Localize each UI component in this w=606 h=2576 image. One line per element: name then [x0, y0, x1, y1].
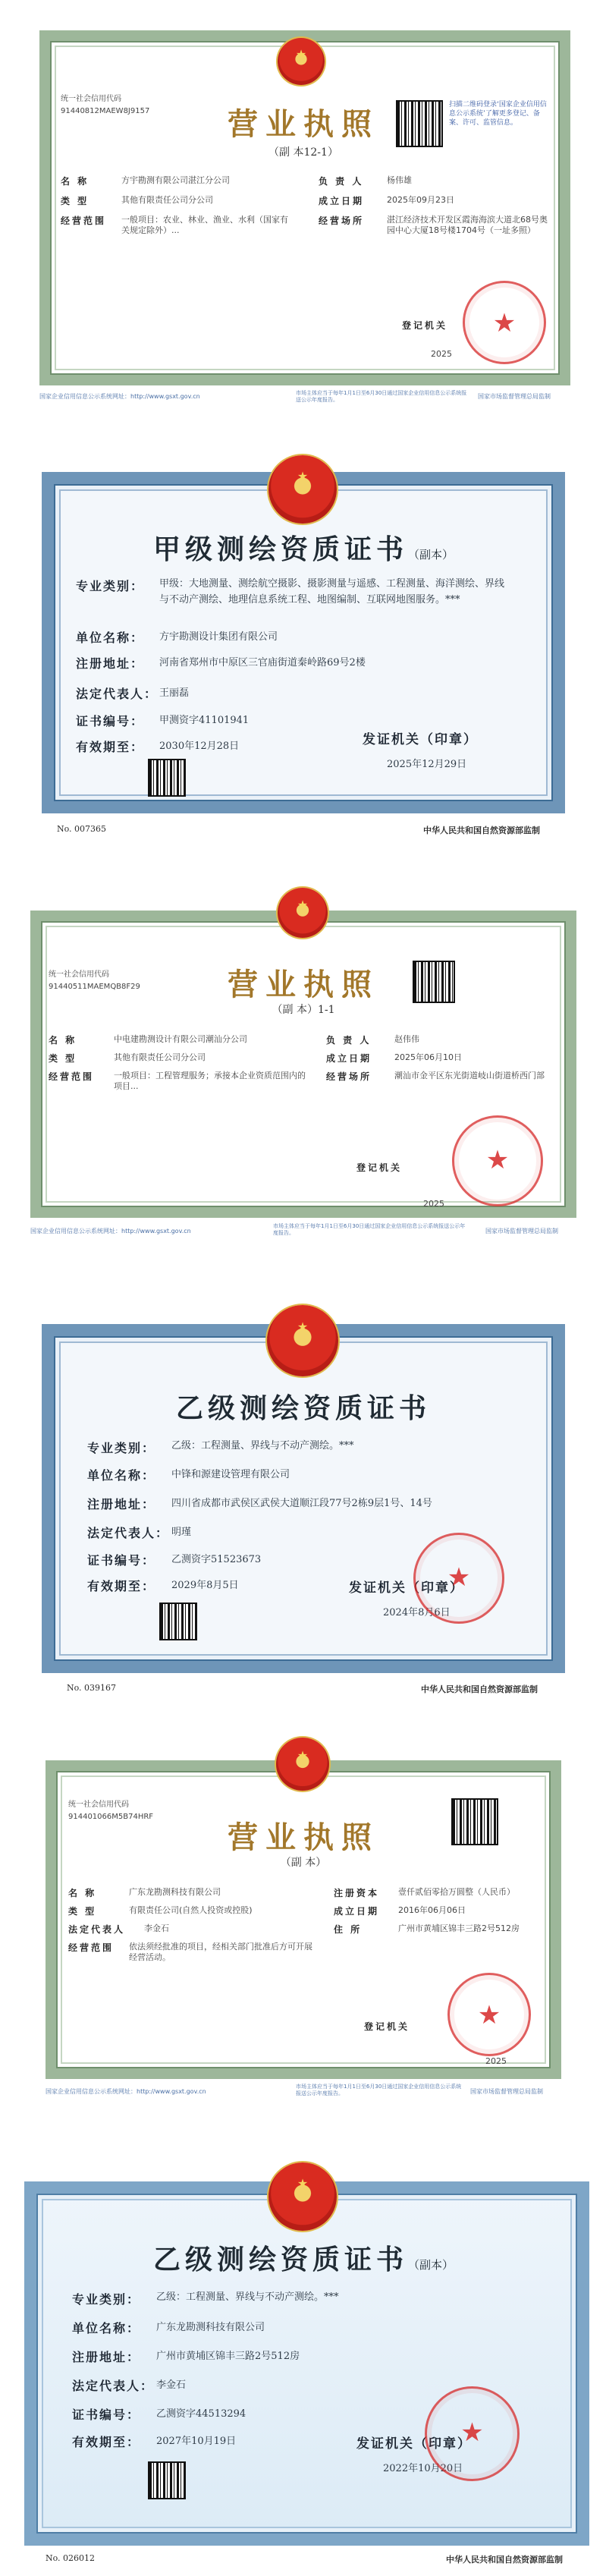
- rep-label: 法定代表人: [68, 1924, 126, 1935]
- field-label: 专业类别：: [76, 579, 145, 593]
- field-value-category: 乙级：工程测量、界线与不动产测绘。***: [171, 1440, 354, 1452]
- name-label: 名 称: [68, 1888, 97, 1898]
- date-label: 成立日期: [319, 196, 365, 206]
- business-scope: 一般项目：农业、林业、渔业、水利（国家有关规定除外）...: [121, 215, 288, 235]
- national-emblem-icon: [268, 2162, 337, 2231]
- business-address: 广州市黄埔区锦丰三路2号512房: [398, 1923, 520, 1933]
- footer-mid: 市场主体应当于每年1月1日至6月30日通过国家企业信用信息公示系统报送公示年度报告。: [296, 390, 467, 403]
- issuing-authority: 发证机关（印章）: [363, 732, 478, 747]
- field-label: 法定代表人：: [72, 2379, 155, 2393]
- company-name: 中电建勘测设计有限公司潮汕分公司: [114, 1034, 247, 1044]
- authority-label: 登记机关: [364, 2021, 410, 2032]
- issuing-authority: 发证机关（印章）: [356, 2436, 472, 2452]
- issue-year: 2025: [485, 2056, 507, 2066]
- field-label: 有效期至：: [76, 740, 145, 754]
- qr-code: [159, 1603, 197, 1640]
- qr-code: [451, 1798, 498, 1845]
- field-value-representative: 明瑾: [171, 1527, 192, 1538]
- company-name: 方宇勘测有限公司湛江分公司: [121, 175, 230, 185]
- footer-mid: 市场主体应当于每年1月1日至6月30日通过国家企业信用信息公示系统报送公示年度报告。: [296, 2084, 462, 2096]
- national-emblem-icon: [267, 1305, 338, 1376]
- field-value-validity: 2030年12月28日: [159, 741, 240, 752]
- red-seal: [425, 2386, 520, 2481]
- scope-label: 经营范围: [49, 1071, 95, 1082]
- certificate-title: [91, 2238, 516, 2277]
- field-label: 单位名称：: [72, 2321, 141, 2335]
- date-label: 成立日期: [334, 1906, 380, 1917]
- field-label: 证书编号：: [72, 2408, 141, 2422]
- business-license-3: [0, 1738, 606, 2117]
- person-in-charge: 杨伟雄: [387, 175, 412, 185]
- issue-year: 2025: [423, 1199, 444, 1209]
- red-seal: [452, 1115, 543, 1206]
- footer-left: 国家企业信用信息公示系统网址：http://www.gsxt.gov.cn: [30, 1228, 191, 1235]
- scope-label: 经营范围: [61, 215, 107, 226]
- certificate-title: [91, 528, 516, 567]
- field-value-validity: 2029年8月5日: [171, 1580, 239, 1591]
- scope-label: 经营范围: [68, 1942, 115, 1953]
- name-label: 名 称: [49, 1035, 77, 1046]
- national-emblem-icon: [268, 455, 337, 524]
- name-label: 名 称: [61, 176, 89, 187]
- issue-year: 2025: [431, 349, 452, 359]
- authority-label: 登记机关: [402, 320, 448, 331]
- company-type: 有限责任公司(自然人投资或控股): [129, 1905, 253, 1915]
- field-value-validity: 2027年10月19日: [156, 2436, 237, 2447]
- business-address: 湛江经济技术开发区霞海海滨大道北68号奥园中心大厦18号楼1704号（一址多照）: [387, 215, 548, 235]
- surveying-certificate-class-b-2: [0, 2162, 606, 2572]
- field-label: 注册地址：: [87, 1497, 156, 1511]
- footer-left: 国家企业信用信息公示系统网址：http://www.gsxt.gov.cn: [46, 2088, 206, 2095]
- footer-left: 国家企业信用信息公示系统网址：http://www.gsxt.gov.cn: [39, 393, 200, 400]
- field-label: 专业类别：: [72, 2292, 141, 2307]
- credit-code-label: 统一社会信用代码: [49, 970, 109, 979]
- authority-label: 登记机关: [356, 1162, 403, 1173]
- address-label: 经营场所: [326, 1071, 372, 1082]
- business-scope: 一般项目：工程管理服务；承接本企业资质范围内的项目...: [114, 1071, 306, 1091]
- capital-label: 注册资本: [334, 1888, 380, 1898]
- license-title: 营业执照: [228, 967, 379, 1002]
- red-seal: [463, 281, 546, 364]
- field-value-category: 乙级：工程测量、界线与不动产测绘。***: [156, 2291, 339, 2303]
- surveying-certificate-class-a: [0, 455, 606, 850]
- national-emblem-icon: [278, 888, 328, 938]
- certificate-number: No. 007365: [57, 824, 107, 834]
- credit-code: 91440511MAEMQB8F29: [49, 983, 140, 991]
- qr-code: [148, 2461, 186, 2499]
- field-value-representative: 王丽磊: [159, 687, 190, 699]
- field-label: 注册地址：: [72, 2350, 141, 2364]
- business-scope: 依法须经批准的项目，经相关部门批准后方可开展经营活动。: [129, 1942, 312, 1962]
- field-label: 证书编号：: [87, 1553, 156, 1568]
- field-label: 法定代表人：: [87, 1526, 170, 1540]
- footer-mid: 市场主体应当于每年1月1日至6月30日通过国家企业信用信息公示系统报送公示年度报告。: [273, 1223, 466, 1236]
- certificate-number: No. 039167: [67, 1683, 117, 1693]
- license-title: 营业执照: [228, 106, 379, 142]
- legal-representative: 李金石: [144, 1923, 169, 1933]
- footer-right: 国家市场监督管理总局监制: [478, 393, 551, 400]
- credit-code: 91440812MAEW8J9157: [61, 107, 150, 115]
- type-label: 类 型: [68, 1906, 97, 1917]
- field-label: 法定代表人：: [76, 687, 159, 701]
- company-type: 其他有限责任公司分公司: [114, 1052, 206, 1062]
- credit-code: 914401066M5B74HRF: [68, 1813, 154, 1821]
- credit-code-label: 统一社会信用代码: [61, 95, 121, 103]
- issue-date: 2024年8月6日: [383, 1607, 451, 1618]
- field-value-category: 甲级：大地测量、测绘航空摄影、摄影测量与遥感、工程测量、海洋测绘、界线与不动产测绘、地理信息系统工程、地图编制、互联网地图服务。***: [159, 578, 505, 605]
- field-value-company: 广东龙勘测科技有限公司: [156, 2322, 265, 2333]
- date-label: 成立日期: [326, 1053, 372, 1064]
- qr-code: [413, 961, 455, 1003]
- business-license-1: [0, 30, 606, 410]
- establish-date: 2025年06月10日: [394, 1052, 462, 1062]
- qr-note: 扫描二维码登录‘国家企业信用信息公示系统’了解更多登记、备案、许可、监管信息。: [449, 101, 547, 127]
- business-license-2: [0, 888, 606, 1267]
- type-label: 类 型: [61, 196, 89, 206]
- surveying-certificate-class-b-1: [0, 1305, 606, 1700]
- supervisor: 中华人民共和国自然资源部监制: [446, 2555, 563, 2565]
- field-value-representative: 李金石: [156, 2379, 187, 2391]
- qr-code: [148, 759, 186, 797]
- red-seal: [447, 1973, 531, 2056]
- credit-code-label: 统一社会信用代码: [68, 1801, 129, 1809]
- field-label: 证书编号：: [76, 714, 145, 728]
- national-emblem-icon: [278, 38, 325, 85]
- certificate-title: 乙级测绘资质证书: [175, 1392, 431, 1424]
- field-label: 单位名称：: [87, 1468, 156, 1483]
- supervisor: 中华人民共和国自然资源部监制: [423, 826, 540, 835]
- license-subtitle: （副 本12-1）: [268, 146, 338, 159]
- issue-date: 2022年10月20日: [383, 2463, 463, 2474]
- field-label: 专业类别：: [87, 1441, 156, 1455]
- field-label: 单位名称：: [76, 631, 145, 645]
- company-type: 其他有限责任公司分公司: [121, 195, 213, 205]
- red-seal: [413, 1533, 504, 1624]
- address-label: 经营场所: [319, 215, 365, 226]
- certificate-title-text: 乙级测绘资质证书: [152, 2244, 408, 2276]
- type-label: 类 型: [49, 1053, 77, 1064]
- footer-right: 国家市场监督管理总局监制: [485, 1228, 558, 1235]
- person-label: 负 责 人: [319, 176, 364, 187]
- field-value-address: 四川省成都市武侯区武侯大道顺江段77号2栋9层1号、14号: [171, 1498, 432, 1509]
- person-label: 负 责 人: [326, 1035, 372, 1046]
- field-value-company: 中锋和源建设管理有限公司: [171, 1469, 290, 1480]
- field-value-number: 甲测资字41101941: [159, 715, 250, 726]
- issue-date: 2025年12月29日: [387, 759, 467, 770]
- company-name: 广东龙勘测科技有限公司: [129, 1887, 221, 1897]
- person-in-charge: 赵伟伟: [394, 1034, 419, 1044]
- field-value-address: 广州市黄埔区锦丰三路2号512房: [156, 2351, 300, 2362]
- field-value-address: 河南省郑州市中原区三官庙街道秦岭路69号2楼: [159, 657, 366, 668]
- field-label: 注册地址：: [76, 656, 145, 671]
- establish-date: 2016年06月06日: [398, 1905, 466, 1915]
- field-label: 有效期至：: [87, 1579, 156, 1593]
- field-value-company: 方宇勘测设计集团有限公司: [159, 631, 278, 643]
- establish-date: 2025年09月23日: [387, 195, 454, 205]
- certificate-number: No. 026012: [46, 2553, 96, 2563]
- license-subtitle: （副 本）: [280, 1857, 327, 1869]
- national-emblem-icon: [276, 1738, 329, 1791]
- supervisor: 中华人民共和国自然资源部监制: [421, 1684, 538, 1694]
- field-label: 有效期至：: [72, 2435, 141, 2449]
- qr-code: [396, 100, 443, 147]
- registered-capital: 壹仟贰佰零拾万圆整（人民币）: [398, 1887, 515, 1897]
- business-address: 潮汕市金平区东光街道岐山街道桥西门部: [394, 1071, 545, 1080]
- address-label: 住 所: [334, 1924, 363, 1935]
- footer-right: 国家市场监督管理总局监制: [470, 2088, 543, 2095]
- copy-suffix: （副本）: [408, 2258, 454, 2272]
- certificate-title-text: 甲级测绘资质证书: [152, 533, 408, 565]
- field-value-number: 乙测资字51523673: [171, 1554, 262, 1565]
- field-value-number: 乙测资字44513294: [156, 2408, 246, 2420]
- license-title: 营业执照: [228, 1820, 379, 1855]
- copy-suffix: （副本）: [408, 548, 454, 561]
- issuing-authority: 发证机关（印章）: [349, 1581, 464, 1596]
- license-subtitle: （副 本）1-1: [272, 1004, 335, 1016]
